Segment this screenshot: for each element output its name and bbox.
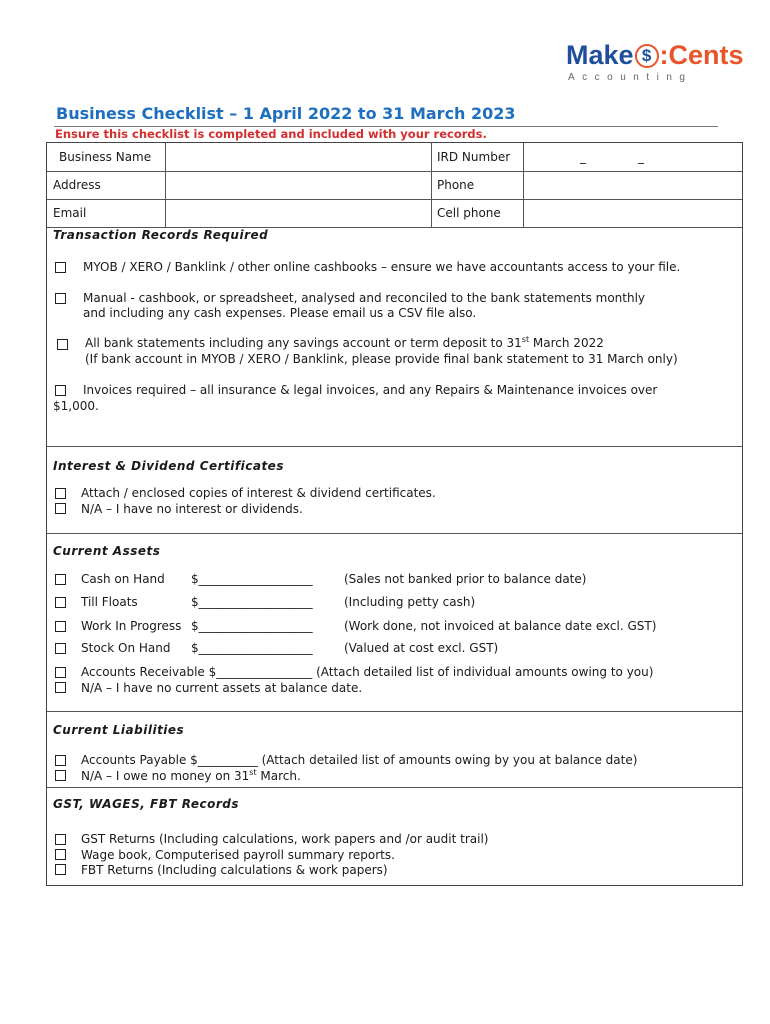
cash-on-hand-label: Cash on Hand xyxy=(81,572,165,586)
company-logo xyxy=(566,40,744,90)
current-assets-heading: Current Assets xyxy=(53,544,161,558)
transaction-records-heading: Transaction Records Required xyxy=(53,228,269,242)
accounts-receivable-checkbox[interactable] xyxy=(55,667,66,678)
business-name-label: Business Name xyxy=(59,150,152,164)
till-floats-note: (Including petty cash) xyxy=(344,595,476,609)
interest-dividend-heading: Interest & Dividend Certificates xyxy=(53,459,284,473)
work-in-progress-note: (Work done, not invoiced at balance date excl. GST) xyxy=(344,619,657,633)
till-floats-amount[interactable]: $___________________ xyxy=(191,595,313,609)
accounts-payable-checkbox[interactable] xyxy=(55,755,66,766)
ird-number-field[interactable] xyxy=(524,143,742,171)
work-in-progress-checkbox[interactable] xyxy=(55,621,66,632)
bank-statements-text-cont: (If bank account in MYOB / XERO / Banklink, please provide final bank statement to 31 March only) xyxy=(85,352,678,366)
logo-dollar-icon: $ xyxy=(635,44,659,68)
fbt-returns-checkbox[interactable] xyxy=(55,864,66,875)
page-subtitle: Ensure this checklist is completed and included with your records. xyxy=(55,127,487,141)
online-cashbook-text: MYOB / XERO / Banklink / other online cashbooks – ensure we have accountants access to your file. xyxy=(83,260,681,274)
liabilities-na-text: N/A – I owe no money on 31st March. xyxy=(81,768,301,783)
logo-wordmark xyxy=(566,40,744,70)
checklist-form xyxy=(46,142,743,886)
gst-wages-fbt-heading: GST, WAGES, FBT Records xyxy=(53,797,240,811)
interest-attach-checkbox[interactable] xyxy=(55,488,66,499)
business-name-field[interactable] xyxy=(166,143,431,171)
manual-cashbook-text-cont: and including any cash expenses. Please email us a CSV file also. xyxy=(83,306,477,320)
email-field[interactable] xyxy=(166,199,431,227)
bank-statements-text: All bank statements including any savings account or term deposit to 31st March 2022 xyxy=(85,335,604,350)
work-in-progress-label: Work In Progress xyxy=(81,619,182,633)
invoices-checkbox[interactable] xyxy=(55,385,66,396)
section-divider xyxy=(47,446,742,447)
online-cashbook-checkbox[interactable] xyxy=(55,262,66,273)
logo-subtitle: Accounting xyxy=(568,72,693,83)
address-label: Address xyxy=(53,178,101,192)
ird-number-label: IRD Number xyxy=(437,150,511,164)
section-divider xyxy=(47,533,742,534)
email-label: Email xyxy=(53,206,87,220)
ird-dash: _ xyxy=(580,150,586,164)
address-field[interactable] xyxy=(166,171,431,199)
manual-cashbook-checkbox[interactable] xyxy=(55,293,66,304)
cash-on-hand-checkbox[interactable] xyxy=(55,574,66,585)
till-floats-checkbox[interactable] xyxy=(55,597,66,608)
invoices-text: Invoices required – all insurance & legal invoices, and any Repairs & Maintenance invoices over xyxy=(83,383,658,397)
assets-na-text: N/A – I have no current assets at balance date. xyxy=(81,681,363,695)
wage-book-checkbox[interactable] xyxy=(55,849,66,860)
assets-na-checkbox[interactable] xyxy=(55,682,66,693)
cell-phone-label: Cell phone xyxy=(437,206,501,220)
interest-na-checkbox[interactable] xyxy=(55,503,66,514)
phone-label: Phone xyxy=(437,178,475,192)
phone-field[interactable] xyxy=(524,171,742,199)
work-in-progress-amount[interactable]: $___________________ xyxy=(191,619,313,633)
accounts-payable-text: Accounts Payable $__________ (Attach detailed list of amounts owing by you at balance date) xyxy=(81,753,638,767)
wage-book-text: Wage book, Computerised payroll summary reports. xyxy=(81,848,395,862)
section-divider xyxy=(47,787,742,788)
section-divider xyxy=(47,711,742,712)
page-title: Business Checklist – 1 April 2022 to 31 March 2023 xyxy=(56,104,516,123)
interest-na-text: N/A – I have no interest or dividends. xyxy=(81,502,303,516)
invoices-text-cont: $1,000. xyxy=(53,399,99,413)
column-divider xyxy=(431,143,432,227)
stock-on-hand-label: Stock On Hand xyxy=(81,641,171,655)
cash-on-hand-amount[interactable]: $___________________ xyxy=(191,572,313,586)
manual-cashbook-text: Manual - cashbook, or spreadsheet, analysed and reconciled to the bank statements monthly xyxy=(83,291,646,305)
gst-returns-checkbox[interactable] xyxy=(55,834,66,845)
gst-returns-text: GST Returns (Including calculations, work papers and /or audit trail) xyxy=(81,832,489,846)
stock-on-hand-amount[interactable]: $___________________ xyxy=(191,641,313,655)
stock-on-hand-note: (Valued at cost excl. GST) xyxy=(344,641,499,655)
fbt-returns-text: FBT Returns (Including calculations & work papers) xyxy=(81,863,388,877)
stock-on-hand-checkbox[interactable] xyxy=(55,643,66,654)
logo-colon: : xyxy=(659,40,669,70)
logo-cents: Cents xyxy=(668,40,744,70)
till-floats-label: Till Floats xyxy=(81,595,138,609)
interest-attach-text: Attach / enclosed copies of interest & dividend certificates. xyxy=(81,486,436,500)
accounts-receivable-text: Accounts Receivable $________________ (Attach detailed list of individual amounts owing to you) xyxy=(81,665,654,679)
logo-make: Make xyxy=(566,40,634,70)
liabilities-na-checkbox[interactable] xyxy=(55,770,66,781)
cell-phone-field[interactable] xyxy=(524,199,742,227)
current-liabilities-heading: Current Liabilities xyxy=(53,723,185,737)
cash-on-hand-note: (Sales not banked prior to balance date) xyxy=(344,572,587,586)
ird-dash: _ xyxy=(638,150,644,164)
bank-statements-checkbox[interactable] xyxy=(57,339,68,350)
